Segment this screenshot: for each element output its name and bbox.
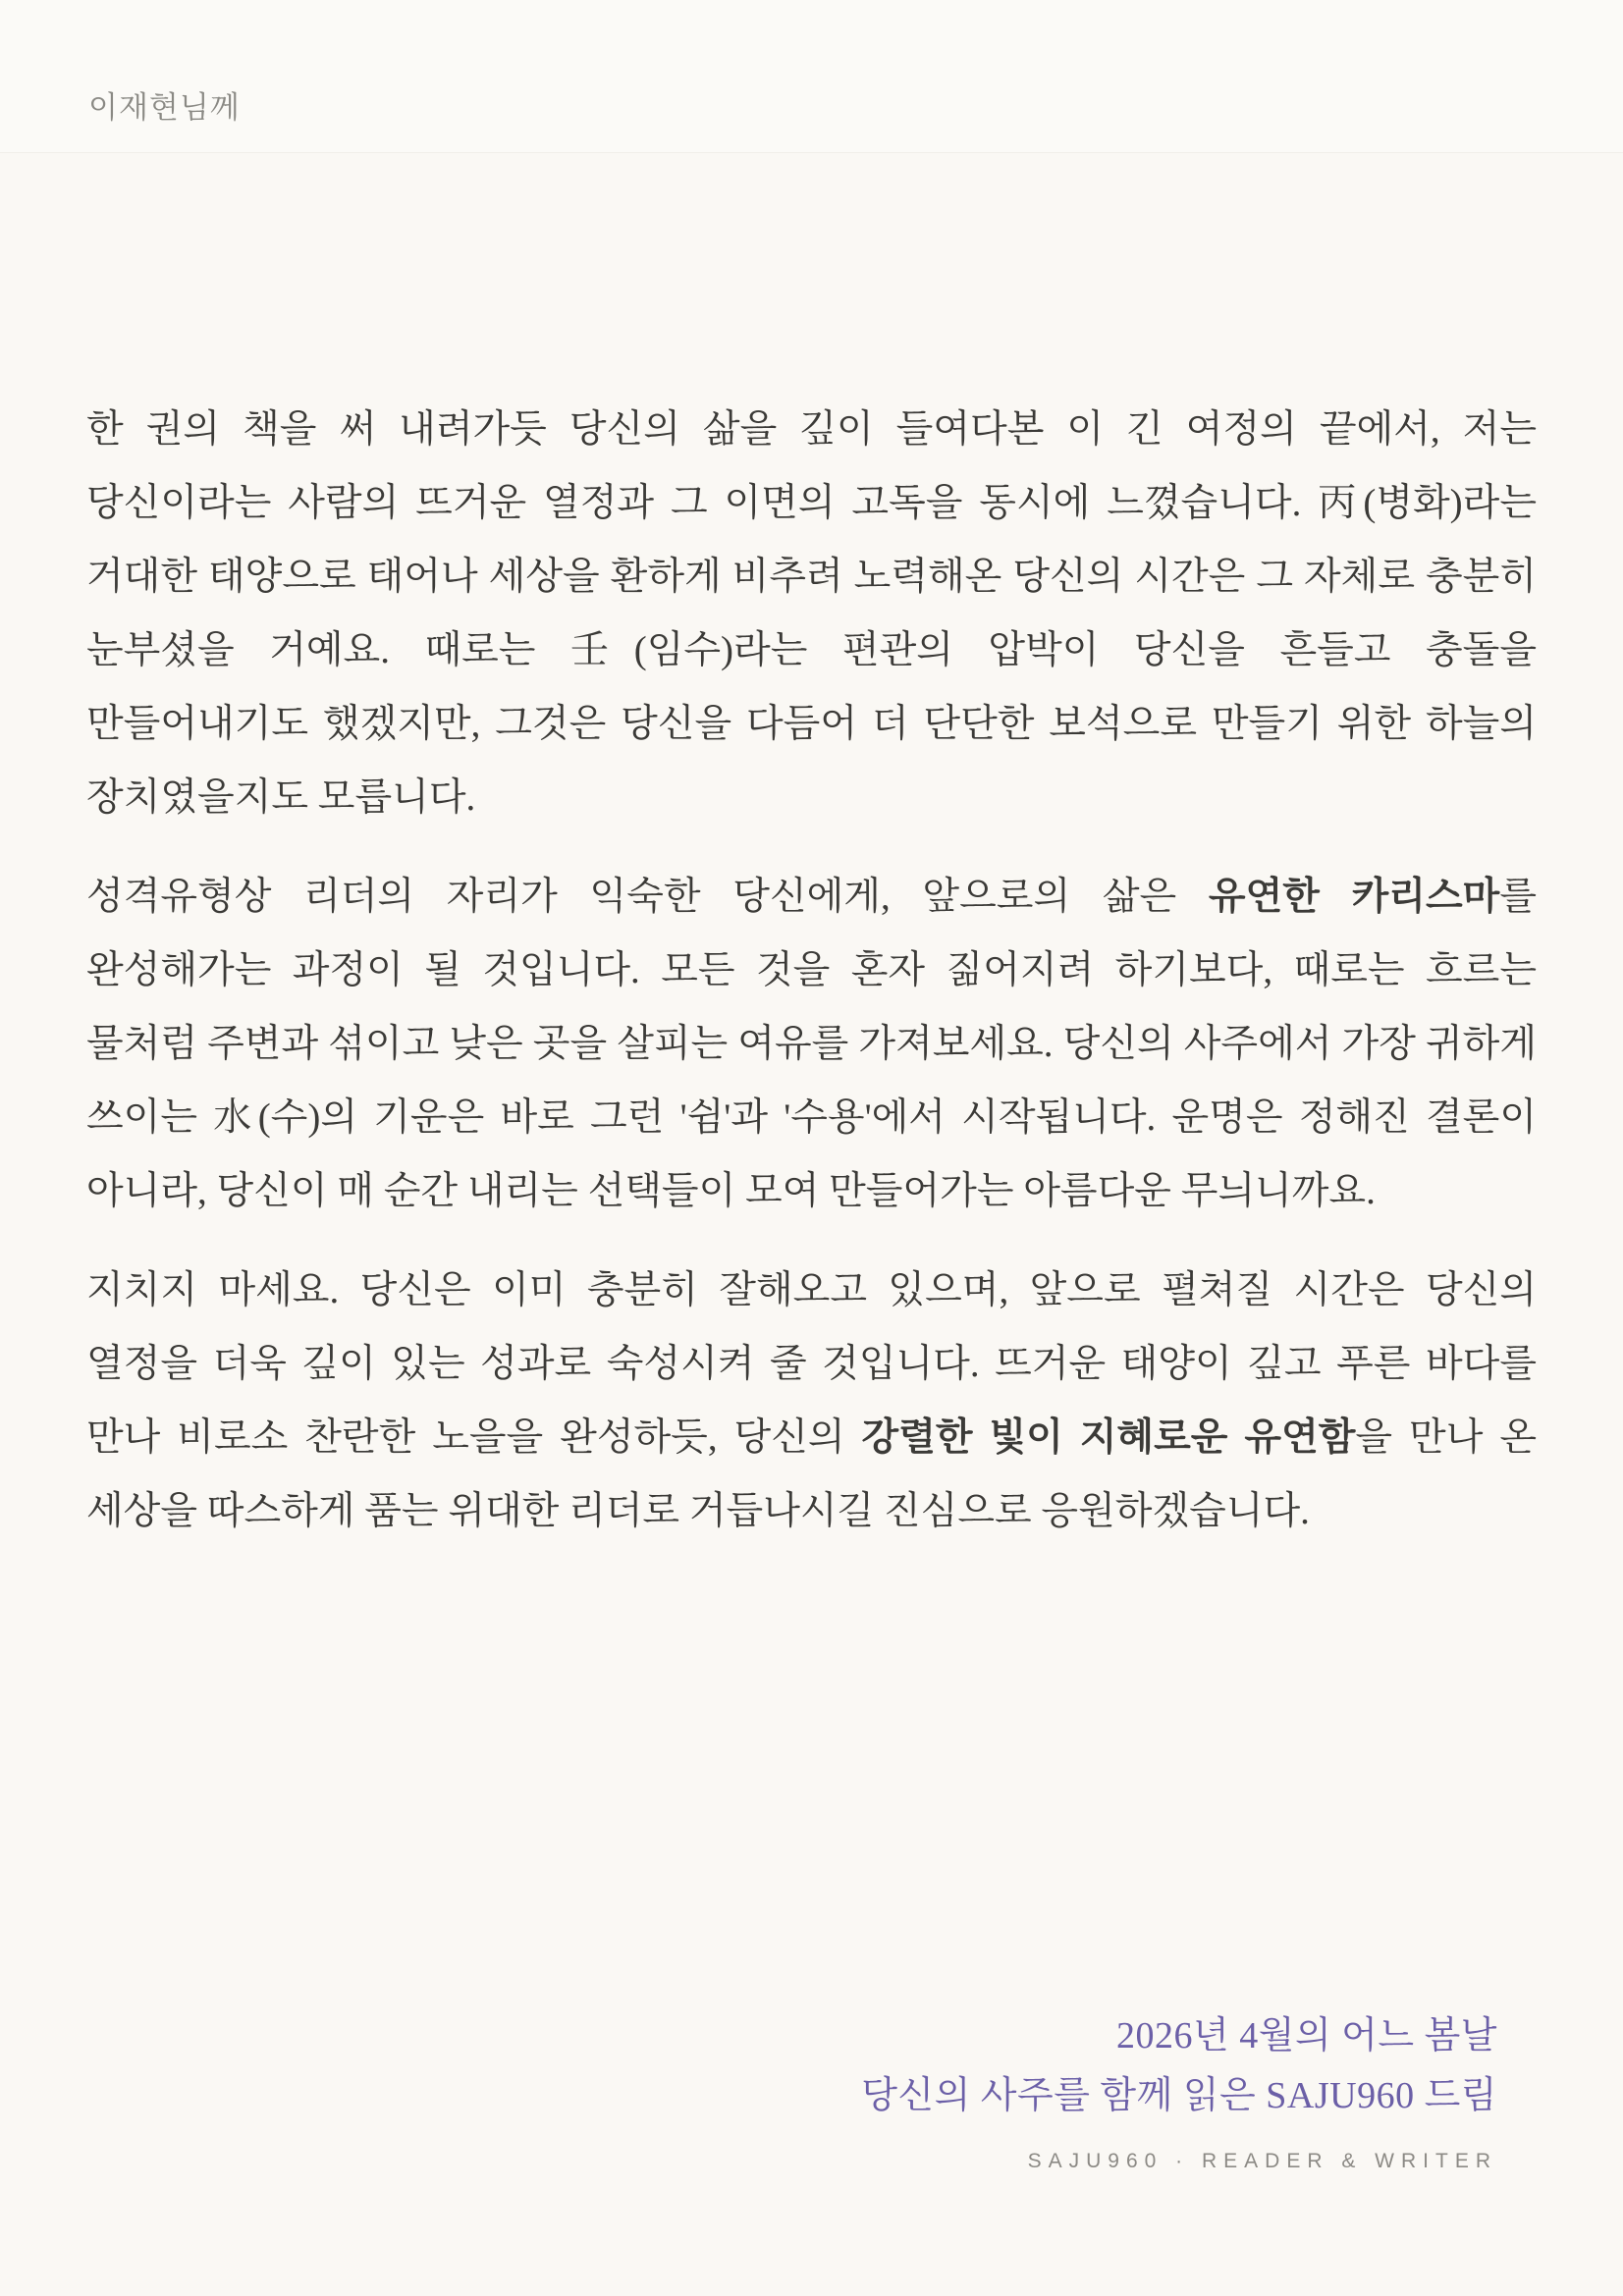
paragraph [86, 393, 1537, 834]
body-text: 를 완성해가는 과정이 될 것입니다. 모든 것을 혼자 짊어지려 하기보다, 때로는 흐르는 물처럼 주변과 섞이고 낮은 곳을 살피는 여유를 가져보세요. 당신의 사주에서 가장 귀하게 쓰이는 水(수)의 기운은 바로 그런 '쉼'과 '수용'에서 시작됩니다. 운명은 정해진 결론이 아니라, 당신이 매 순간 내리는 선택들이 모여 만들어가는 아름다운 무늬니까요. [86, 876, 1538, 1212]
signature-block [861, 2006, 1497, 2173]
body-text: 성격유형상 리더의 자리가 익숙한 당신에게, 앞으로의 삶은 [86, 876, 1209, 918]
signature-sender: 당신의 사주를 함께 읽은 SAJU960 드림 [861, 2075, 1497, 2116]
recipient-name: 이재현님께 [88, 90, 241, 125]
brand-footer: SAJU960 · READER & WRITER [1027, 2150, 1497, 2172]
paragraph [86, 860, 1537, 1228]
emphasized-text: 유연한 카리스마 [1208, 876, 1500, 918]
paragraph [86, 1254, 1537, 1548]
signature-date: 2026년 4월의 어느 봄날 [1116, 2015, 1497, 2056]
header-divider [0, 152, 1623, 153]
header-band [0, 0, 1623, 152]
body-text: 을 만나 온 세상을 따스하게 품는 위대한 리더로 거듭나시길 진심으로 응원하겠습니다. [86, 1416, 1537, 1532]
body-text: 지치지 마세요. 당신은 이미 충분히 잘해오고 있으며, 앞으로 펼쳐질 시간은 당신의 열정을 더욱 깊이 있는 성과로 숙성시켜 줄 것입니다. 뜨거운 태양이 깊고 푸른 바다를 만나 비로소 찬란한 노을을 완성하듯, 당신의 [86, 1269, 1537, 1459]
emphasized-text: 강렬한 빛이 지혜로운 유연함 [861, 1416, 1356, 1459]
body-text: 한 권의 책을 써 내려가듯 당신의 삶을 깊이 들여다본 이 긴 여정의 끝에서, 저는 당신이라는 사람의 뜨거운 열정과 그 이면의 고독을 동시에 느꼈습니다. 丙(병화)라는 거대한 태양으로 태어나 세상을 환하게 비추려 노력해온 당신의 시간은 그 자체로 충분히 눈부셨을 거예요. 때로는 壬(임수)라는 편관의 압박이 당신을 흔들고 충돌을 만들어내기도 했겠지만, 그것은 당신을 다듬어 더 단단한 보석으로 만들기 위한 하늘의 장치였을지도 모릅니다. [86, 408, 1537, 819]
letter-body [86, 393, 1537, 1574]
